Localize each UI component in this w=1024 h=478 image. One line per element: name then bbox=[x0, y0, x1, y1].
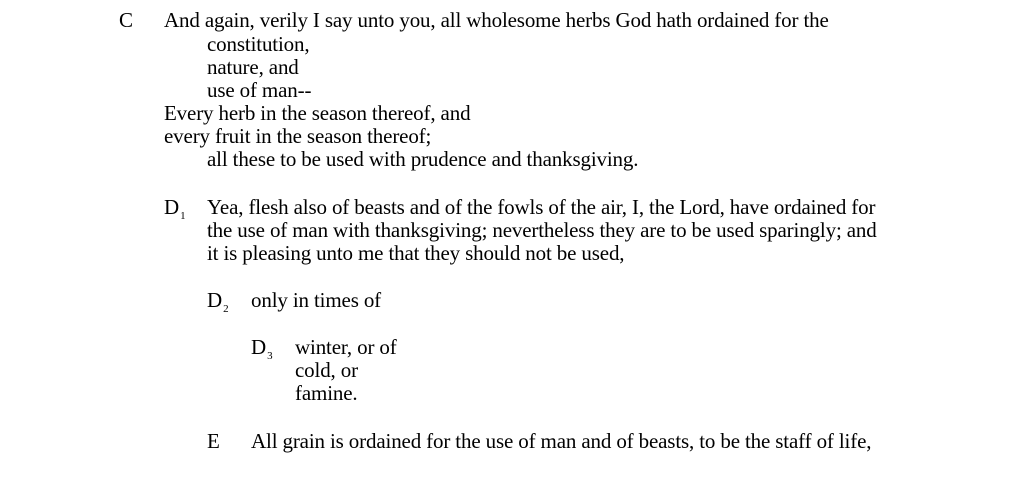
section-d1-line: it is pleasing unto me that they should not be used, bbox=[207, 241, 625, 265]
section-c-line: every fruit in the season thereof; bbox=[164, 124, 432, 148]
section-d1-line: Yea, flesh also of beasts and of the fowls of the air, I, the Lord, have ordained for bbox=[207, 195, 876, 219]
section-c-line: all these to be used with prudence and thanksgiving. bbox=[207, 147, 639, 171]
section-d3-line: famine. bbox=[295, 381, 358, 405]
section-d1-label bbox=[164, 196, 186, 223]
section-c-line: And again, verily I say unto you, all wholesome herbs God hath ordained for the bbox=[164, 8, 829, 32]
section-d1-subscript: 1 bbox=[180, 210, 186, 222]
section-d2-label bbox=[207, 289, 229, 316]
section-d2-line: only in times of bbox=[251, 288, 382, 312]
section-d3-label bbox=[251, 336, 273, 363]
section-d1-line: the use of man with thanksgiving; nevertheless they are to be used sparingly; and bbox=[207, 218, 877, 242]
section-d1-letter: D bbox=[164, 195, 180, 219]
section-d3-letter: D bbox=[251, 335, 267, 359]
section-c-line: constitution, bbox=[207, 32, 310, 56]
section-d3-subscript: 3 bbox=[267, 350, 273, 362]
section-d3-line: cold, or bbox=[295, 358, 358, 382]
section-c-line: use of man-- bbox=[207, 78, 312, 102]
section-d3-line: winter, or of bbox=[295, 335, 397, 359]
section-e-line: All grain is ordained for the use of man and of beasts, to be the staff of life, bbox=[251, 429, 872, 453]
section-c-line: Every herb in the season thereof, and bbox=[164, 101, 471, 125]
section-c-label: C bbox=[119, 8, 134, 32]
section-d2-letter: D bbox=[207, 288, 223, 312]
section-e-label: E bbox=[207, 429, 220, 453]
section-c-line: nature, and bbox=[207, 55, 299, 79]
section-d2-subscript: 2 bbox=[223, 303, 229, 315]
